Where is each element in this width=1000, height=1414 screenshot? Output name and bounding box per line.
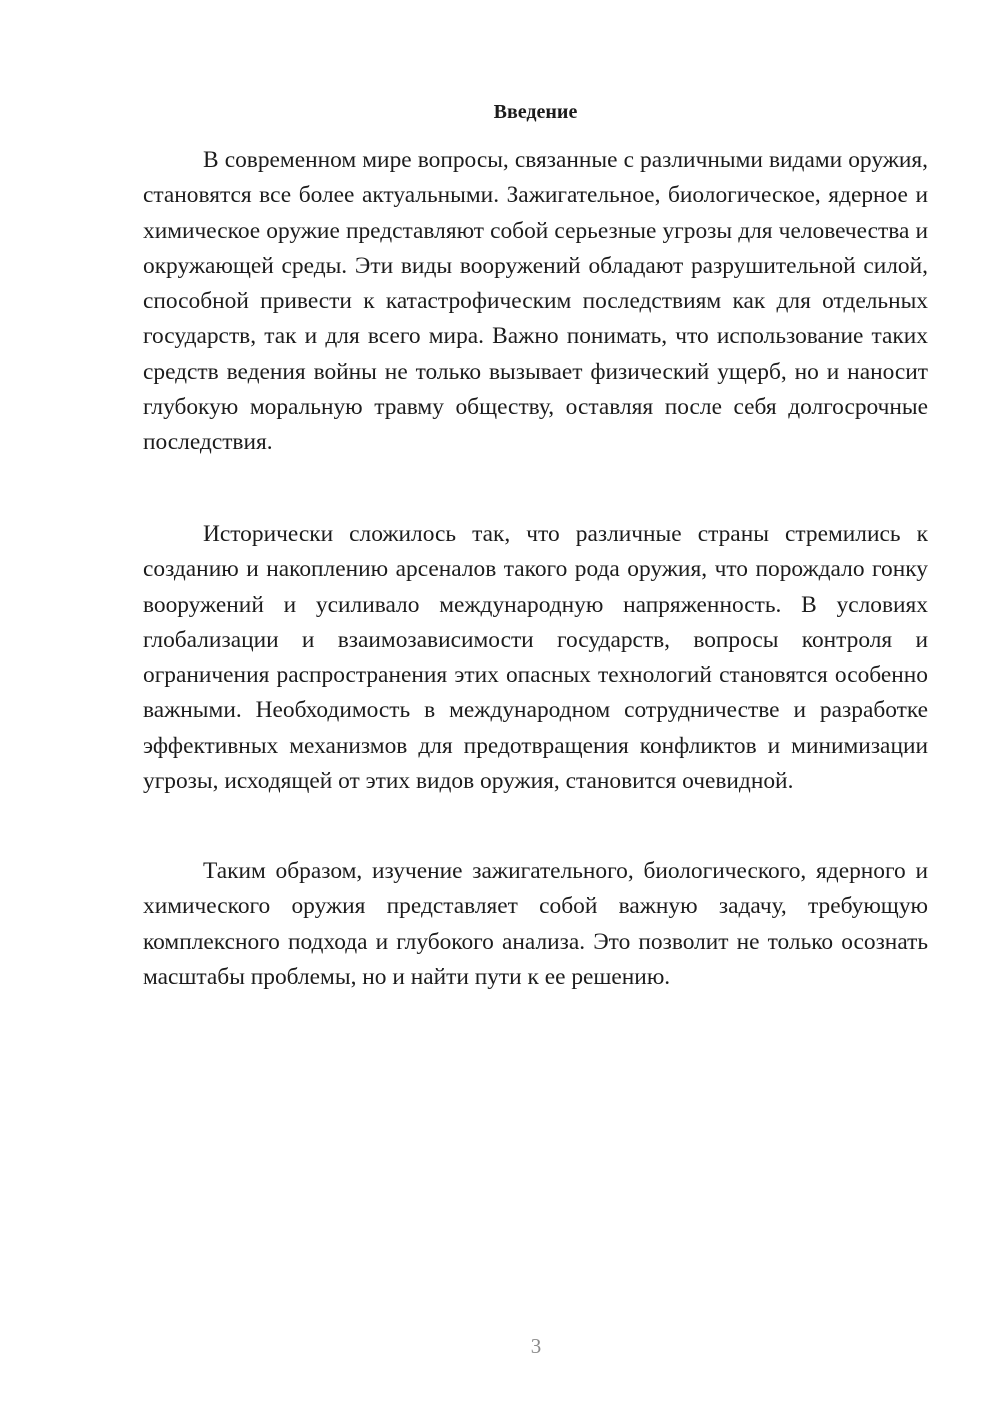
page-title: Введение	[493, 101, 578, 123]
paragraph-introduction: В современном мире вопросы, связанные с различными видами оружия, становятся все более актуальными. Зажигательное, биологическое, ядерное и химическое оружие представляют собой серьезные угрозы для человечества и окружающей среды. Эти виды вооружений обладают разрушительной силой, способной привести к катастрофическим последствиям как для отдельных государств, так и для всего мира. Важно понимать, что использование таких средств ведения войны не только вызывает физический ущерб, но и наносит глубокую моральную травму обществу, оставляя после себя долгосрочные последствия.	[143, 147, 928, 456]
paragraph-conclusion: Таким образом, изучение зажигательного, биологического, ядерного и химического оружия представляет собой важную задачу, требующую комплексного подхода и глубокого анализа. Это позволит не только осознать масштабы проблемы, но и найти пути к ее решению.	[143, 858, 928, 990]
paragraph-history: Исторически сложилось так, что различные страны стремились к созданию и накоплению арсеналов такого рода оружия, что порождало гонку вооружений и усиливало международную напряженность. В условиях глобализации и взаимозависимости государств, вопросы контроля и ограничения распространения этих опасных технологий становятся особенно важными. Необходимость в международном сотрудничестве и разработке эффективных механизмов для предотвращения конфликтов и минимизации угрозы, исходящей от этих видов оружия, становится очевидной.	[143, 521, 928, 795]
page-number: 3	[530, 1334, 542, 1358]
